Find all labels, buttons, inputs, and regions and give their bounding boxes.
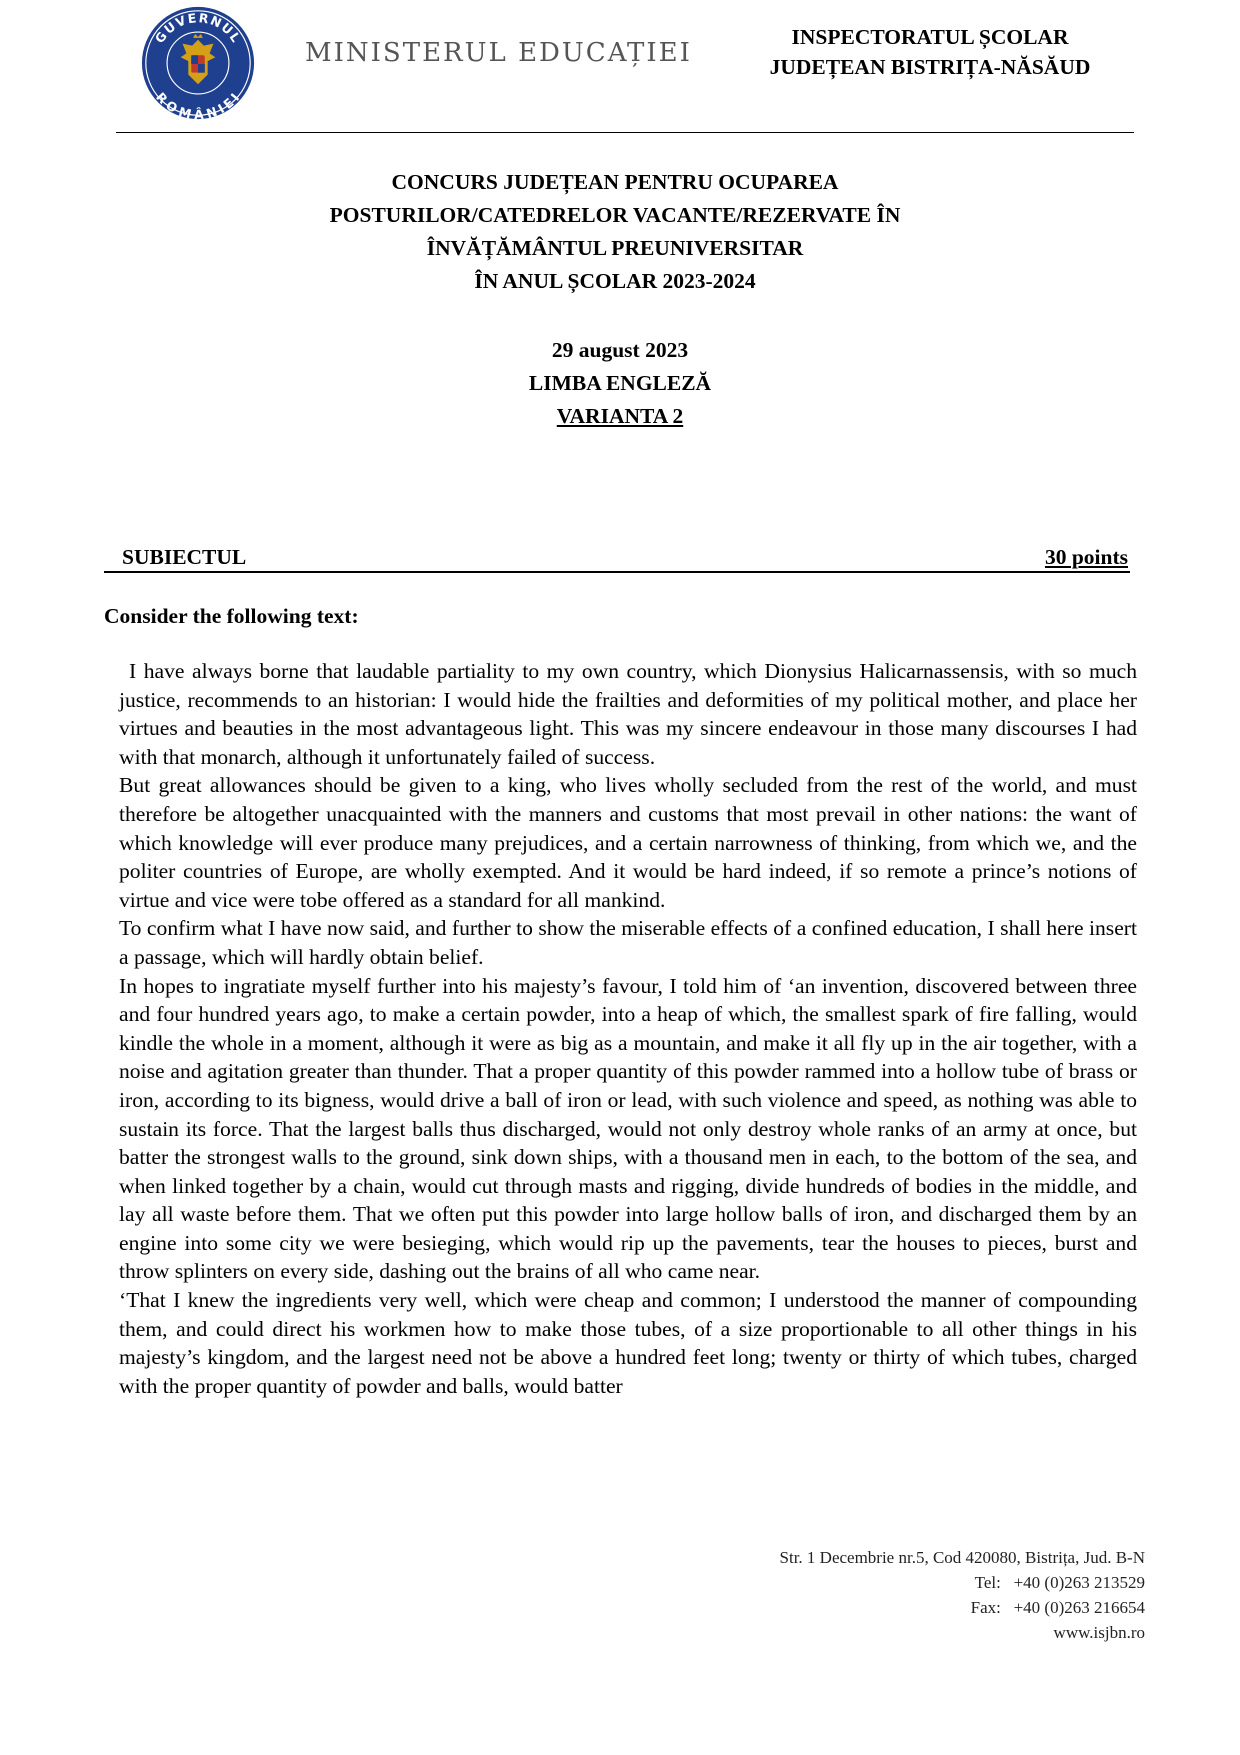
footer-website: www.isjbn.ro xyxy=(1053,1623,1145,1642)
passage-paragraph: ‘That I knew the ingredients very well, which were cheap and common; I understood the manner of compounding them, and could direct his workmen how to make those tubes, of a size proportionable to all other things in his majesty’s kingdom, and the largest need not be above a hundred feet long; twenty or thirty of which tubes, charged with the proper quantity of powder and balls, would batter xyxy=(119,1288,1137,1398)
exam-variant: VARIANTA 2 xyxy=(556,404,684,428)
footer-fax: Fax: +40 (0)263 216654 xyxy=(970,1598,1145,1617)
exam-date: 29 august 2023 xyxy=(551,338,689,362)
inspectorate-name xyxy=(700,22,1160,82)
inspectorate-line-1: INSPECTORATUL ȘCOLAR xyxy=(791,25,1069,49)
title-line-1: CONCURS JUDEȚEAN PENTRU OCUPAREA xyxy=(391,170,839,194)
title-line-4: ÎN ANUL ȘCOLAR 2023-2024 xyxy=(474,269,756,293)
title-line-3: ÎNVĂȚĂMÂNTUL PREUNIVERSITAR xyxy=(426,236,804,260)
seal-text-top: GUVERNUL xyxy=(151,10,245,46)
section-label: SUBIECTUL xyxy=(122,545,247,569)
passage-paragraph: But great allowances should be given to a king, who lives wholly secluded from the rest of the world, and must therefore be altogether unacquainted with the manners and customs that most prevail in other nations: the want of which knowledge will ever produce many prejudices, and a certain narrowness of thinking, from which we, and the politer countries of Europe, are wholly exempted. And it would be hard indeed, if so remote a prince’s notions of virtue and vice were tobe offered as a standard for all mankind. xyxy=(119,773,1137,912)
section-points: 30 points xyxy=(1044,545,1128,569)
page-footer xyxy=(640,1545,1145,1645)
reading-passage xyxy=(119,657,1137,1400)
passage-paragraph: I have always borne that laudable partiality to my own country, which Dionysius Halicarnassensis, with so much justice, recommends to an historian: I would hide the frailties and deformities of my political mother, and place her virtues and beauties in the most advantageous light. This was my sincere endeavour in those many discourses I had with that monarch, although it unfortunately failed of success. xyxy=(119,659,1137,769)
seal-text-bottom: ROMÂNIEI xyxy=(153,89,244,121)
exam-subject: LIMBA ENGLEZĂ xyxy=(528,371,712,395)
title-line-2: POSTURILOR/CATEDRELOR VACANTE/REZERVATE ÎN xyxy=(329,203,901,227)
page-header xyxy=(0,0,1240,135)
footer-tel: Tel: +40 (0)263 213529 xyxy=(974,1573,1145,1592)
exam-title xyxy=(200,166,1030,298)
instruction-text: Consider the following text: xyxy=(104,604,359,628)
passage-paragraph: In hopes to ingratiate myself further into his majesty’s favour, I told him of ‘an invention, discovered between three and four hundred years ago, to make a certain powder, into a heap of which, the smallest spark of fire falling, would kindle the whole in a moment, although it were as big as a mountain, and make it all fly up in the air together, with a noise and agitation greater than thunder. That a proper quantity of this powder rammed into a hollow tube of brass or iron, according to its bigness, would drive a ball of iron or lead, with such violence and speed, as nothing was able to sustain its force. That the largest balls thus discharged, would not only destroy whole ranks of an army at once, but batter the strongest walls to the ground, sink down ships, with a thousand men in each, to the bottom of the sea, and when linked together by a chain, would cut through masts and rigging, divide hundreds of bodies in the middle, and lay all waste before them. That we often put this powder into large hollow balls of iron, and discharged them by an engine into some city we were besieging, which would rip up the pavements, tear the houses to pieces, burst and throw splinters on every side, dashing out the brains of all who came near. xyxy=(119,973,1137,1284)
exam-details xyxy=(370,334,870,433)
inspectorate-line-2: JUDEȚEAN BISTRIȚA-NĂSĂUD xyxy=(769,55,1091,79)
ministry-name: MINISTERUL EDUCAȚIEI xyxy=(305,38,692,68)
header-divider xyxy=(116,132,1134,133)
section-divider xyxy=(104,571,1130,573)
footer-address: Str. 1 Decembrie nr.5, Cod 420080, Bistrița, Jud. B-N xyxy=(779,1548,1145,1567)
government-seal-icon xyxy=(140,5,256,121)
passage-paragraph: To confirm what I have now said, and further to show the miserable effects of a confined education, I shall here insert a passage, which will hardly obtain belief. xyxy=(119,916,1137,969)
